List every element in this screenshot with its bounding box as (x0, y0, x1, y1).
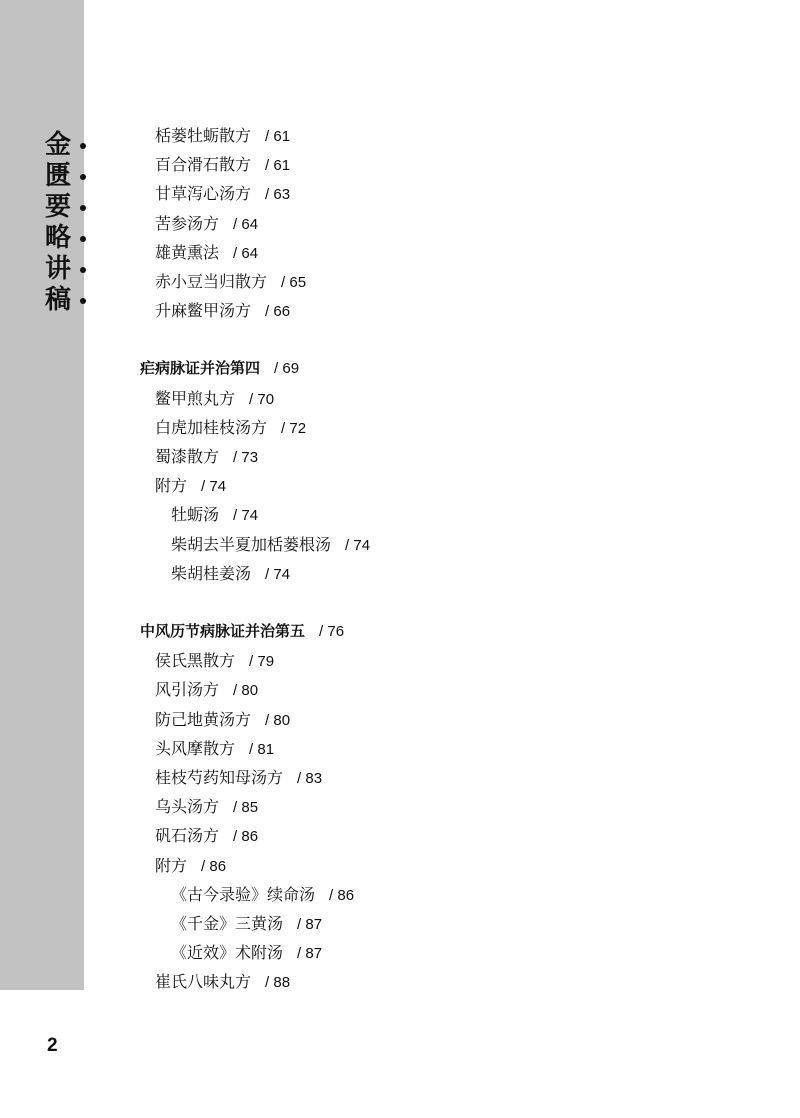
toc-entry-page: / 61 (265, 157, 291, 175)
toc-entry-title: 牡蛎汤 (171, 505, 220, 525)
toc-entry-title: 乌头汤方 (155, 797, 220, 817)
toc-entry-page: / 74 (345, 536, 371, 554)
toc-entry-title: 《古今录验》续命汤 (171, 884, 316, 904)
toc-entry (155, 734, 274, 763)
toc-entry-page: / 64 (233, 244, 259, 262)
toc-entry-page: / 72 (281, 419, 307, 437)
toc-entry-page: / 76 (319, 623, 345, 640)
toc-entry-title: 苦参汤方 (155, 213, 220, 233)
toc-entry (155, 296, 290, 325)
title-dot-icon (80, 298, 86, 304)
toc-entry-title: 甘草泻心汤方 (155, 184, 252, 204)
toc-entry-title: 侯氏黑散方 (155, 651, 236, 671)
toc-entry-page: / 63 (265, 186, 291, 204)
toc-entry-page: / 74 (201, 478, 227, 496)
toc-entry (171, 938, 322, 967)
toc-entry-title: 桂枝芍药知母汤方 (155, 768, 284, 787)
book-title-char (45, 254, 81, 285)
toc-entry-title: 头风摩散方 (155, 738, 236, 758)
toc-entry-title: 崔氏八味丸方 (155, 972, 252, 992)
toc-entry (171, 909, 322, 938)
toc-entry-title: 矾石汤方 (155, 826, 220, 846)
toc-entry (155, 121, 290, 150)
toc-entry-title: 防己地黄汤方 (155, 709, 252, 729)
book-title-char (45, 130, 81, 161)
toc-entry-title: 附方 (155, 476, 188, 496)
toc-entry-page: / 88 (265, 974, 291, 992)
title-dot-icon (80, 143, 86, 149)
toc-entry-title: 蜀漆散方 (155, 447, 220, 466)
title-dot-icon (80, 174, 86, 180)
toc-entry-title: 附方 (155, 855, 188, 875)
toc-entry (155, 179, 290, 208)
toc-entry (171, 559, 290, 588)
book-title-char-text: 稿 (45, 285, 72, 315)
toc-entry-title: 柴胡桂姜汤 (171, 563, 252, 583)
toc-entry-title: 《近效》术附汤 (171, 943, 284, 963)
page-number: 2 (47, 1035, 58, 1056)
toc-entry-page: / 74 (233, 507, 259, 525)
toc-entry-title: 中风历节病脉证并治第五 (140, 622, 306, 640)
toc-entry-page: / 87 (297, 945, 323, 963)
toc-entry-page: / 86 (233, 828, 259, 846)
toc-entry (171, 880, 354, 909)
title-dot-icon (80, 205, 86, 211)
toc-entry-title: 百合滑石散方 (155, 155, 252, 175)
toc-entry (155, 384, 274, 413)
toc-entry-title: 升麻鳖甲汤方 (155, 301, 252, 321)
toc-entry (155, 705, 290, 734)
toc-entry-title: 白虎加桂枝汤方 (155, 417, 268, 437)
book-title-char-text: 讲 (45, 254, 72, 284)
toc-entry (171, 500, 258, 529)
toc-entry (155, 763, 322, 792)
toc-entry-title: 疟病脉证并治第四 (140, 359, 261, 378)
book-title-char-text: 要 (45, 192, 72, 222)
toc-entry (155, 851, 226, 880)
book-title-char-text: 匮 (45, 161, 72, 191)
toc-chapter (140, 617, 344, 646)
toc-entry (155, 209, 258, 238)
toc-entry (155, 675, 258, 704)
toc-chapter (140, 354, 299, 383)
toc-entry-page: / 85 (233, 799, 259, 817)
toc-entry-page: / 64 (233, 215, 259, 233)
toc-entry (155, 442, 258, 471)
toc-entry-page: / 61 (265, 128, 291, 145)
toc-entry-page: / 66 (265, 303, 291, 321)
toc-entry-page: / 86 (329, 886, 355, 904)
title-dot-icon (80, 267, 86, 273)
toc-entry (155, 238, 258, 267)
toc-entry-title: 柴胡去半夏加栝蒌根汤 (171, 534, 332, 554)
toc-entry-page: / 69 (274, 360, 300, 378)
toc-entry-title: 雄黄熏法 (155, 242, 220, 262)
toc-entry-page: / 70 (249, 390, 275, 408)
toc-entry-page: / 65 (281, 274, 307, 291)
toc-entry-page: / 79 (249, 653, 275, 671)
book-title-char (45, 285, 81, 316)
toc-entry (155, 471, 226, 500)
toc-entry-title: 赤小豆当归散方 (155, 272, 268, 291)
toc-entry-title: 栝蒌牡蛎散方 (155, 126, 252, 145)
toc-entry-page: / 73 (233, 449, 259, 466)
book-title-char (45, 223, 81, 254)
toc-entry-page: / 81 (249, 740, 275, 758)
book-title-char (45, 192, 81, 223)
toc-entry-page: / 83 (297, 770, 323, 787)
toc-entry-page: / 80 (233, 682, 259, 700)
book-title-char-text: 金 (45, 130, 72, 160)
toc-entry-page: / 80 (265, 711, 291, 729)
toc-entry (155, 792, 258, 821)
toc-entry-title: 《千金》三黄汤 (171, 914, 284, 933)
book-title (45, 130, 81, 316)
toc-entry-title: 风引汤方 (155, 680, 220, 700)
toc-entry (155, 646, 274, 675)
toc-entry (155, 967, 290, 996)
toc-entry-page: / 87 (297, 916, 323, 933)
toc-entry (155, 267, 306, 296)
toc-entry (155, 150, 290, 179)
toc-entry-page: / 74 (265, 565, 291, 583)
toc-entry (155, 821, 258, 850)
toc-entry-page: / 86 (201, 857, 227, 875)
book-title-char-text: 略 (45, 223, 72, 253)
title-dot-icon (80, 236, 86, 242)
toc-entry (171, 530, 370, 559)
book-title-char (45, 161, 81, 192)
toc-entry (155, 413, 306, 442)
toc-entry-title: 鳖甲煎丸方 (155, 388, 236, 408)
